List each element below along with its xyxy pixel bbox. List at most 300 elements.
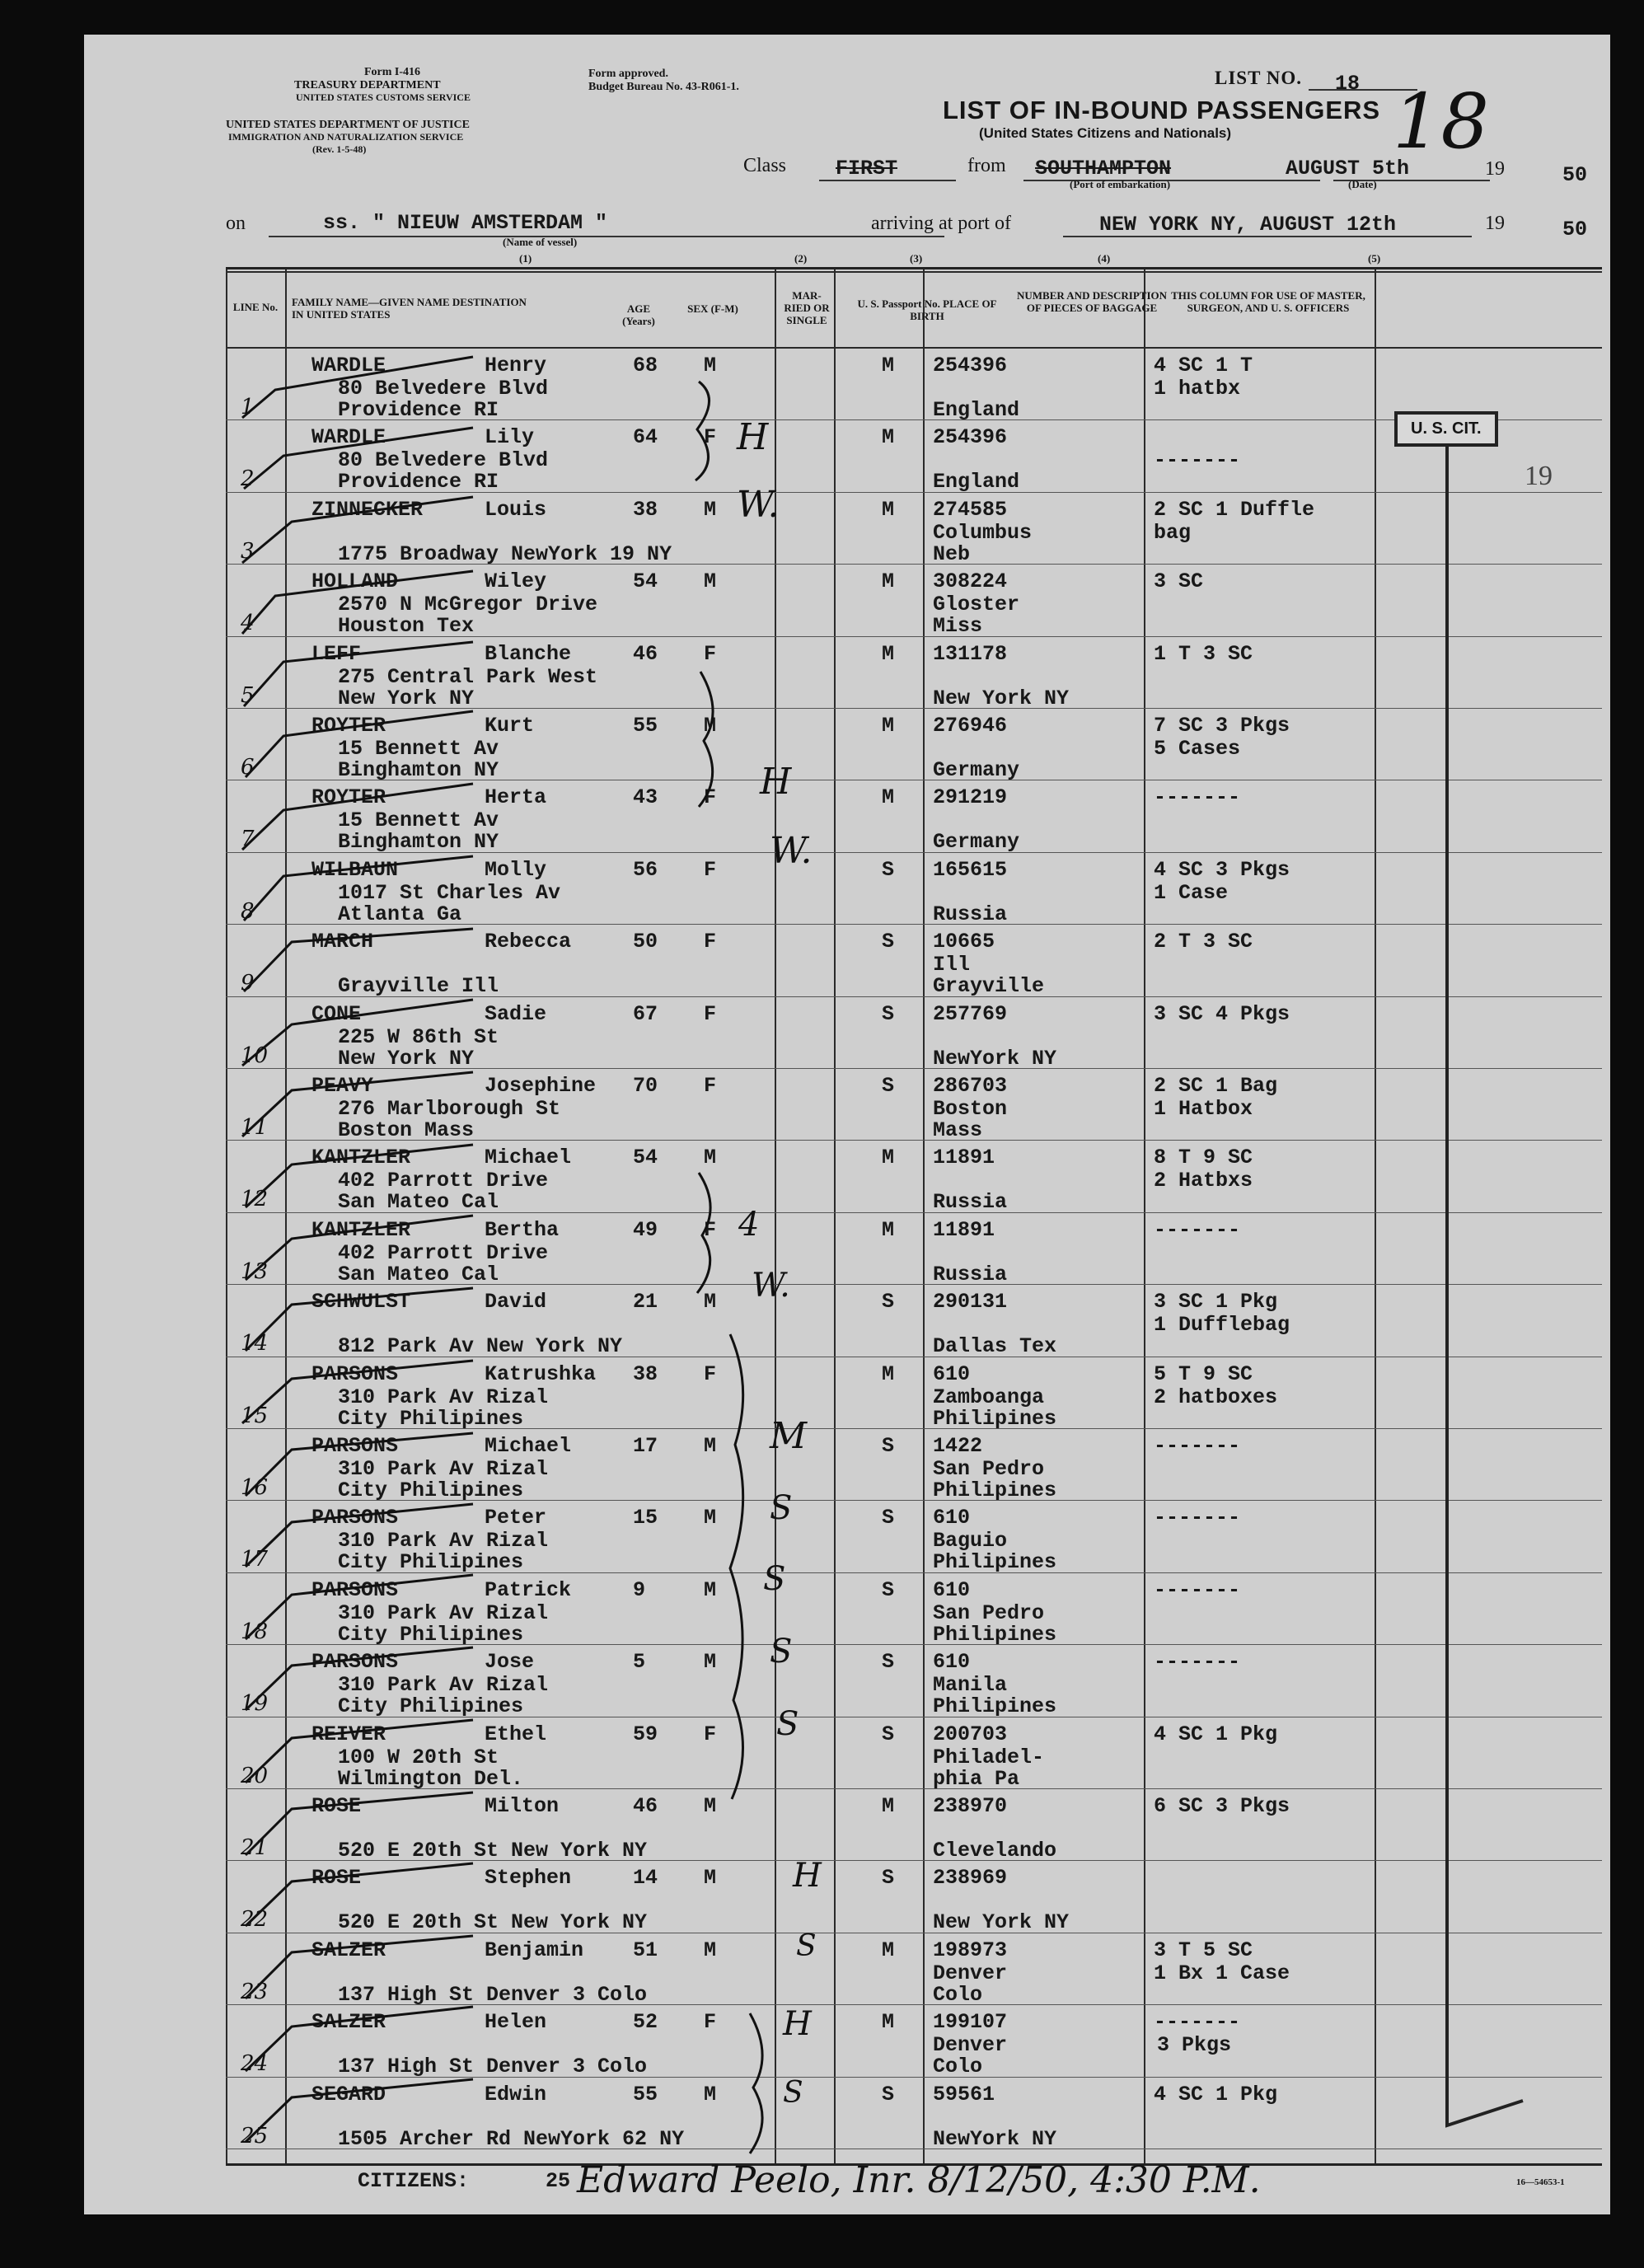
family-name: SCHWULST bbox=[311, 1290, 411, 1314]
baggage-line-1: ------- bbox=[1154, 2010, 1241, 2035]
given-name: Louis bbox=[485, 497, 547, 522]
passport-number: 1422 bbox=[933, 1434, 983, 1458]
family-name: ROYTER bbox=[311, 714, 386, 738]
marital-status: S bbox=[882, 1001, 895, 1026]
hand-mark: H bbox=[760, 761, 792, 803]
line-number: 23 bbox=[241, 1979, 269, 2004]
sex: M bbox=[704, 1866, 717, 1891]
destination-line-1: 310 Park Av Rizal bbox=[338, 1529, 549, 1553]
birth-place-line-1: Boston bbox=[933, 1097, 1008, 1121]
year-prefix: 19 bbox=[1485, 158, 1505, 180]
baggage-line-1: 6 SC 3 Pkgs bbox=[1154, 1794, 1290, 1818]
print-code: 16—54653-1 bbox=[1516, 2177, 1565, 2187]
hand-mark: W. bbox=[737, 484, 780, 526]
marital-status: S bbox=[882, 1650, 895, 1675]
port-of-embarkation: SOUTHAMPTON bbox=[1035, 157, 1172, 180]
age: 67 bbox=[633, 1001, 658, 1026]
justice-dept: UNITED STATES DEPARTMENT OF JUSTICE bbox=[226, 119, 470, 131]
marital-status: S bbox=[882, 1722, 895, 1746]
destination-line-2: Atlanta Ga bbox=[338, 902, 462, 926]
baggage-line-2: 1 Dufflebag bbox=[1154, 1313, 1290, 1338]
destination-line-2: New York NY bbox=[338, 686, 475, 710]
marital-status: M bbox=[882, 2010, 895, 2035]
line-number: 13 bbox=[241, 1258, 269, 1284]
destination-line-1: 310 Park Av Rizal bbox=[338, 1673, 549, 1698]
line-number: 18 bbox=[241, 1619, 269, 1644]
baggage-line-1: 3 SC 1 Pkg bbox=[1154, 1290, 1278, 1314]
given-name: Stephen bbox=[485, 1866, 572, 1891]
passport-number: 291219 bbox=[933, 785, 1008, 810]
destination-line-2: 137 High St Denver 3 Colo bbox=[338, 2055, 648, 2079]
birth-place-line-2: Mass bbox=[933, 1118, 983, 1142]
age: 55 bbox=[633, 714, 658, 738]
destination-line-2: City Philipines bbox=[338, 1622, 524, 1647]
hand-mark: H bbox=[793, 1857, 822, 1895]
family-name: HOLLAND bbox=[311, 569, 399, 594]
treasury-dept: TREASURY DEPARTMENT bbox=[294, 79, 441, 91]
ins-service: IMMIGRATION AND NATURALIZATION SERVICE bbox=[228, 131, 464, 143]
hand-mark: W. bbox=[752, 1267, 790, 1305]
passport-number: 200703 bbox=[933, 1722, 1008, 1746]
line-number: 5 bbox=[241, 682, 255, 708]
class-label: Class bbox=[743, 155, 787, 176]
line-number: 16 bbox=[241, 1475, 269, 1500]
family-name: ROSE bbox=[311, 1794, 362, 1818]
col-header-age: AGE (Years) bbox=[622, 302, 655, 327]
col-header-officers: THIS COLUMN FOR USE OF MASTER, SURGEON, AND U. S. OFFICERS bbox=[1171, 289, 1365, 314]
birth-place-line-1: Manila bbox=[933, 1673, 1008, 1698]
family-name: PARSONS bbox=[311, 1434, 399, 1458]
birth-place-line-1: Baguio bbox=[933, 1529, 1008, 1553]
baggage-line-1: 1 T 3 SC bbox=[1154, 641, 1253, 666]
destination-line-2: New York NY bbox=[338, 1046, 475, 1071]
baggage-line-2: bag bbox=[1154, 520, 1192, 545]
given-name: Bertha bbox=[485, 1217, 560, 1242]
marital-status: S bbox=[882, 857, 895, 882]
col-header-passport: U. S. Passport No. PLACE OF BIRTH bbox=[857, 298, 997, 322]
revision: (Rev. 1-5-48) bbox=[312, 143, 367, 155]
birth-place-line-2: England bbox=[933, 470, 1020, 494]
given-name: Michael bbox=[485, 1434, 572, 1458]
col-header-married: MAR-RIED OR SINGLE bbox=[784, 289, 830, 326]
given-name: Helen bbox=[485, 2010, 547, 2035]
destination-line-1: 80 Belvedere Blvd bbox=[338, 448, 549, 473]
marital-status: M bbox=[882, 497, 895, 522]
line-number: 22 bbox=[241, 1907, 269, 1933]
passport-number: 290131 bbox=[933, 1290, 1008, 1314]
destination-line-1: 15 Bennett Av bbox=[338, 737, 499, 761]
baggage-line-1: 4 SC 3 Pkgs bbox=[1154, 857, 1290, 882]
marital-status: M bbox=[882, 425, 895, 450]
passport-number: 286703 bbox=[933, 1074, 1008, 1098]
birth-place-line-2: NewYork NY bbox=[933, 1046, 1057, 1071]
passport-number: 165615 bbox=[933, 857, 1008, 882]
age: 56 bbox=[633, 857, 658, 882]
birth-place-line-1: Philadel- bbox=[933, 1745, 1045, 1769]
line-number: 11 bbox=[241, 1115, 269, 1140]
baggage-line-2: 1 hatbx bbox=[1154, 377, 1241, 401]
given-name: Patrick bbox=[485, 1577, 572, 1602]
destination-line-2: City Philipines bbox=[338, 1406, 524, 1431]
line-number: 24 bbox=[241, 2051, 269, 2077]
given-name: Rebecca bbox=[485, 930, 572, 954]
birth-place-line-1: Gloster bbox=[933, 593, 1020, 617]
birth-place-line-2: Philipines bbox=[933, 1550, 1057, 1575]
vessel-caption: (Name of vessel) bbox=[503, 236, 578, 248]
given-name: Lily bbox=[485, 425, 535, 450]
line-number: 8 bbox=[241, 898, 255, 924]
sex: M bbox=[704, 1434, 717, 1458]
line-number: 19 bbox=[241, 1691, 269, 1717]
date-caption: (Date) bbox=[1348, 178, 1377, 190]
marital-status: M bbox=[882, 714, 895, 738]
age: 21 bbox=[633, 1290, 658, 1314]
marital-status: M bbox=[882, 1794, 895, 1818]
marital-status: M bbox=[882, 785, 895, 810]
age: 64 bbox=[633, 425, 658, 450]
line-number: 17 bbox=[241, 1547, 269, 1572]
sex: F bbox=[704, 857, 717, 882]
sex: M bbox=[704, 1290, 717, 1314]
destination-line-2: San Mateo Cal bbox=[338, 1262, 499, 1286]
list-no-handwritten: 18 bbox=[1393, 77, 1490, 166]
destination-line-2: 1505 Archer Rd NewYork 62 NY bbox=[338, 2126, 685, 2151]
age: 70 bbox=[633, 1074, 658, 1098]
age: 55 bbox=[633, 2082, 658, 2106]
birth-place-line-2: Philipines bbox=[933, 1406, 1057, 1431]
marital-status: M bbox=[882, 569, 895, 594]
baggage-line-1: ------- bbox=[1154, 785, 1241, 810]
destination-line-2: City Philipines bbox=[338, 1478, 524, 1502]
manifest-page bbox=[84, 35, 1610, 2214]
age: 9 bbox=[633, 1577, 646, 1602]
col-marker-5: (5) bbox=[1368, 252, 1381, 265]
given-name: Edwin bbox=[485, 2082, 547, 2106]
baggage-line-1: 4 SC 1 Pkg bbox=[1154, 1722, 1278, 1746]
given-name: Wiley bbox=[485, 569, 547, 594]
line-number: 2 bbox=[241, 466, 255, 492]
birth-place-line-2: Germany bbox=[933, 830, 1020, 855]
given-name: Jose bbox=[485, 1650, 535, 1675]
given-name: Peter bbox=[485, 1506, 547, 1530]
destination-line-2: 520 E 20th St New York NY bbox=[338, 1839, 648, 1863]
family-name: LEFF bbox=[311, 641, 362, 666]
marital-status: M bbox=[882, 1361, 895, 1386]
marital-status: M bbox=[882, 1938, 895, 1962]
col-marker-3: (3) bbox=[910, 252, 923, 265]
birth-place-line-2: Dallas Tex bbox=[933, 1334, 1057, 1359]
birth-place-line-2: New York NY bbox=[933, 1910, 1070, 1935]
family-name: ROYTER bbox=[311, 785, 386, 810]
marital-status: S bbox=[882, 1506, 895, 1530]
destination-line-1: 225 W 86th St bbox=[338, 1024, 499, 1049]
destination-line-2: Grayville Ill bbox=[338, 974, 499, 999]
page-subtitle: (United States Citizens and Nationals) bbox=[979, 125, 1232, 141]
age: 54 bbox=[633, 1146, 658, 1170]
destination-line-2: Boston Mass bbox=[338, 1118, 475, 1142]
passport-number: 199107 bbox=[933, 2010, 1008, 2035]
hand-mark: S bbox=[796, 1929, 817, 1963]
given-name: Herta bbox=[485, 785, 547, 810]
marital-status: S bbox=[882, 1434, 895, 1458]
citizens-count: 25 bbox=[546, 2169, 571, 2193]
from-label: from bbox=[967, 155, 1006, 176]
passport-number: 610 bbox=[933, 1650, 971, 1675]
birth-place-line-1: San Pedro bbox=[933, 1600, 1045, 1625]
officer-count: 19 bbox=[1525, 461, 1553, 491]
baggage-line-1: 2 T 3 SC bbox=[1154, 930, 1253, 954]
marital-status: S bbox=[882, 2082, 895, 2106]
sex: F bbox=[704, 930, 717, 954]
manifest-table bbox=[226, 267, 1602, 2166]
sex: F bbox=[704, 425, 717, 450]
extra-baggage: 3 Pkgs bbox=[1157, 2033, 1232, 2057]
sex: M bbox=[704, 1506, 717, 1530]
family-name: PARSONS bbox=[311, 1361, 399, 1386]
arrival-year-prefix: 19 bbox=[1485, 213, 1505, 234]
on-label: on bbox=[226, 213, 246, 234]
hand-mark: M bbox=[770, 1415, 808, 1457]
col-header-sex: SEX (F-M) bbox=[687, 302, 738, 315]
destination-line-1: 402 Parrott Drive bbox=[338, 1240, 549, 1265]
marital-status: M bbox=[882, 1146, 895, 1170]
birth-place-line-2: Russia bbox=[933, 1262, 1008, 1286]
birth-place-line-2: England bbox=[933, 398, 1020, 422]
age: 49 bbox=[633, 1217, 658, 1242]
arrival-port: NEW YORK NY, AUGUST 12th bbox=[1099, 213, 1397, 237]
destination-line-2: City Philipines bbox=[338, 1550, 524, 1575]
destination-line-1: 310 Park Av Rizal bbox=[338, 1385, 549, 1409]
customs-service: UNITED STATES CUSTOMS SERVICE bbox=[296, 91, 471, 103]
marital-status: S bbox=[882, 930, 895, 954]
birth-place-line-2: phia Pa bbox=[933, 1766, 1020, 1791]
hand-mark: S bbox=[770, 1489, 793, 1527]
baggage-line-1: ------- bbox=[1154, 1217, 1241, 1242]
birth-place-line-2: Russia bbox=[933, 902, 1008, 926]
line-number: 1 bbox=[241, 395, 255, 419]
baggage-line-1: 7 SC 3 Pkgs bbox=[1154, 714, 1290, 738]
passport-number: 59561 bbox=[933, 2082, 995, 2106]
line-number: 25 bbox=[241, 2123, 269, 2149]
destination-line-1: 276 Marlborough St bbox=[338, 1097, 561, 1121]
age: 51 bbox=[633, 1938, 658, 1962]
line-number: 15 bbox=[241, 1403, 269, 1428]
age: 59 bbox=[633, 1722, 658, 1746]
destination-line-1: 100 W 20th St bbox=[338, 1745, 499, 1769]
given-name: Benjamin bbox=[485, 1938, 584, 1962]
destination-line-1: 80 Belvedere Blvd bbox=[338, 377, 549, 401]
given-name: David bbox=[485, 1290, 547, 1314]
sex: M bbox=[704, 1577, 717, 1602]
passport-number: 254396 bbox=[933, 425, 1008, 450]
list-no-typed: 18 bbox=[1335, 72, 1361, 96]
given-name: Molly bbox=[485, 857, 547, 882]
line-number: 3 bbox=[241, 538, 255, 564]
line-number: 4 bbox=[241, 611, 255, 636]
col-header-baggage: NUMBER AND DESCRIPTION OF PIECES OF BAGGAGE bbox=[1016, 289, 1168, 314]
baggage-line-1: 4 SC 1 T bbox=[1154, 354, 1253, 377]
baggage-line-1: 2 SC 1 Duffle bbox=[1154, 497, 1315, 522]
vessel-name: ss. " NIEUW AMSTERDAM " bbox=[323, 211, 608, 235]
hand-mark: 4 bbox=[738, 1206, 760, 1244]
age: 15 bbox=[633, 1506, 658, 1530]
col-header-line: LINE No. bbox=[232, 301, 279, 313]
birth-place-line-2: New York NY bbox=[933, 686, 1070, 710]
birth-place-line-2: Grayville bbox=[933, 974, 1045, 999]
baggage-line-1: 5 T 9 SC bbox=[1154, 1361, 1253, 1386]
age: 68 bbox=[633, 354, 658, 377]
family-name: KANTZLER bbox=[311, 1146, 411, 1170]
arrival-year: 50 bbox=[1562, 218, 1588, 241]
passport-number: 10665 bbox=[933, 930, 995, 954]
age: 38 bbox=[633, 1361, 658, 1386]
birth-place-line-1: Ill bbox=[933, 953, 971, 977]
destination-line-2: 137 High St Denver 3 Colo bbox=[338, 1982, 648, 2007]
destination-line-2: Houston Tex bbox=[338, 614, 475, 639]
birth-place-line-1: San Pedro bbox=[933, 1457, 1045, 1481]
passport-number: 276946 bbox=[933, 714, 1008, 738]
destination-line-2: 812 Park Av New York NY bbox=[338, 1334, 623, 1359]
sex: F bbox=[704, 1001, 717, 1026]
baggage-line-1: 3 SC 4 Pkgs bbox=[1154, 1001, 1290, 1026]
sex: M bbox=[704, 1146, 717, 1170]
destination-line-1: 15 Bennett Av bbox=[338, 808, 499, 833]
sex: M bbox=[704, 497, 717, 522]
destination-line-1: 2570 N McGregor Drive bbox=[338, 593, 598, 617]
hand-mark: H bbox=[783, 2005, 812, 2043]
baggage-line-1: 8 T 9 SC bbox=[1154, 1146, 1253, 1170]
hand-mark: S bbox=[783, 2076, 803, 2110]
passport-number: 11891 bbox=[933, 1217, 995, 1242]
destination-line-2: Providence RI bbox=[338, 398, 499, 422]
given-name: Milton bbox=[485, 1794, 560, 1818]
age: 54 bbox=[633, 569, 658, 594]
marital-status: S bbox=[882, 1074, 895, 1098]
hand-mark: S bbox=[763, 1560, 786, 1598]
baggage-line-1: ------- bbox=[1154, 1506, 1241, 1530]
sex: M bbox=[704, 2082, 717, 2106]
line-number: 10 bbox=[241, 1043, 269, 1068]
given-name: Josephine bbox=[485, 1074, 597, 1098]
us-citizen-stamp: U. S. CIT. bbox=[1394, 411, 1498, 447]
sex: M bbox=[704, 714, 717, 738]
family-name: WARDLE bbox=[311, 354, 386, 377]
age: 17 bbox=[633, 1434, 658, 1458]
baggage-line-2: 5 Cases bbox=[1154, 737, 1241, 761]
sex: F bbox=[704, 1361, 717, 1386]
age: 46 bbox=[633, 1794, 658, 1818]
budget-bureau: Budget Bureau No. 43-R061-1. bbox=[588, 81, 739, 93]
passport-number: 198973 bbox=[933, 1938, 1008, 1962]
birth-place-line-2: Miss bbox=[933, 614, 983, 639]
baggage-line-1: 3 T 5 SC bbox=[1154, 1938, 1253, 1962]
family-name: SALZER bbox=[311, 2010, 386, 2035]
sex: M bbox=[704, 354, 717, 377]
sex: F bbox=[704, 641, 717, 666]
passport-number: 610 bbox=[933, 1506, 971, 1530]
family-name: MARCH bbox=[311, 930, 374, 954]
sex: F bbox=[704, 785, 717, 810]
passport-number: 238970 bbox=[933, 1794, 1008, 1818]
class-value: FIRST bbox=[836, 157, 898, 180]
family-name: SEGARD bbox=[311, 2082, 386, 2106]
given-name: Sadie bbox=[485, 1001, 547, 1026]
family-name: PARSONS bbox=[311, 1650, 399, 1675]
birth-place-line-2: NewYork NY bbox=[933, 2126, 1057, 2151]
baggage-line-1: ------- bbox=[1154, 1577, 1241, 1602]
age: 38 bbox=[633, 497, 658, 522]
given-name: Blanche bbox=[485, 641, 572, 666]
line-number: 21 bbox=[241, 1835, 269, 1860]
family-name: PARSONS bbox=[311, 1577, 399, 1602]
passport-number: 308224 bbox=[933, 569, 1008, 594]
family-name: CONE bbox=[311, 1001, 362, 1026]
embark-year: 50 bbox=[1562, 163, 1588, 187]
destination-line-1: 310 Park Av Rizal bbox=[338, 1457, 549, 1481]
family-name: KANTZLER bbox=[311, 1217, 411, 1242]
hand-mark: S bbox=[776, 1705, 799, 1743]
family-name: PARSONS bbox=[311, 1506, 399, 1530]
birth-place-line-2: Russia bbox=[933, 1190, 1008, 1215]
destination-line-2: Binghamton NY bbox=[338, 830, 499, 855]
destination-line-2: Binghamton NY bbox=[338, 758, 499, 782]
sex: M bbox=[704, 1938, 717, 1962]
sex: M bbox=[704, 1650, 717, 1675]
family-name: ROSE bbox=[311, 1866, 362, 1891]
given-name: Henry bbox=[485, 354, 547, 377]
arriving-label: arriving at port of bbox=[871, 213, 1011, 234]
baggage-line-1: 3 SC bbox=[1154, 569, 1204, 594]
baggage-line-2: 2 hatboxes bbox=[1154, 1385, 1278, 1409]
col-header-name: FAMILY NAME—GIVEN NAME DESTINATION IN UNITED STATES bbox=[292, 296, 527, 321]
birth-place-line-2: Germany bbox=[933, 758, 1020, 782]
destination-line-1: 402 Parrott Drive bbox=[338, 1169, 549, 1193]
hand-mark: H bbox=[737, 416, 769, 458]
hand-mark: S bbox=[770, 1633, 793, 1671]
col-marker-1: (1) bbox=[519, 252, 532, 265]
hand-mark: W. bbox=[770, 830, 813, 872]
destination-line-1: 275 Central Park West bbox=[338, 664, 598, 689]
line-number: 7 bbox=[241, 827, 255, 852]
birth-place-line-2: Philipines bbox=[933, 1622, 1057, 1647]
baggage-line-1: 4 SC 1 Pkg bbox=[1154, 2082, 1278, 2106]
col-marker-4: (4) bbox=[1098, 252, 1111, 265]
marital-status: S bbox=[882, 1290, 895, 1314]
destination-line-2: Wilmington Del. bbox=[338, 1766, 524, 1791]
line-number: 20 bbox=[241, 1763, 269, 1788]
family-name: REIVER bbox=[311, 1722, 386, 1746]
marital-status: M bbox=[882, 1217, 895, 1242]
marital-status: M bbox=[882, 354, 895, 377]
family-name: PEAVY bbox=[311, 1074, 374, 1098]
page-title: LIST OF IN-BOUND PASSENGERS bbox=[943, 96, 1381, 124]
passport-number: 257769 bbox=[933, 1001, 1008, 1026]
line-number: 9 bbox=[241, 971, 255, 996]
age: 43 bbox=[633, 785, 658, 810]
citizens-label: CITIZENS: bbox=[358, 2169, 470, 2193]
embark-caption: (Port of embarkation) bbox=[1070, 178, 1171, 190]
line-number: 12 bbox=[241, 1187, 269, 1212]
officer-signature: Edward Peelo, Inr. 8/12/50, 4:30 P.M. bbox=[577, 2159, 1261, 2201]
destination-line-2: 520 E 20th St New York NY bbox=[338, 1910, 648, 1935]
line-number: 14 bbox=[241, 1331, 269, 1357]
embark-date: AUGUST 5th bbox=[1286, 157, 1410, 180]
form-number: Form I-416 bbox=[364, 66, 421, 78]
given-name: Kurt bbox=[485, 714, 535, 738]
marital-status: S bbox=[882, 1866, 895, 1891]
destination-line-2: City Philipines bbox=[338, 1694, 524, 1719]
check-mark-column bbox=[226, 349, 775, 2162]
